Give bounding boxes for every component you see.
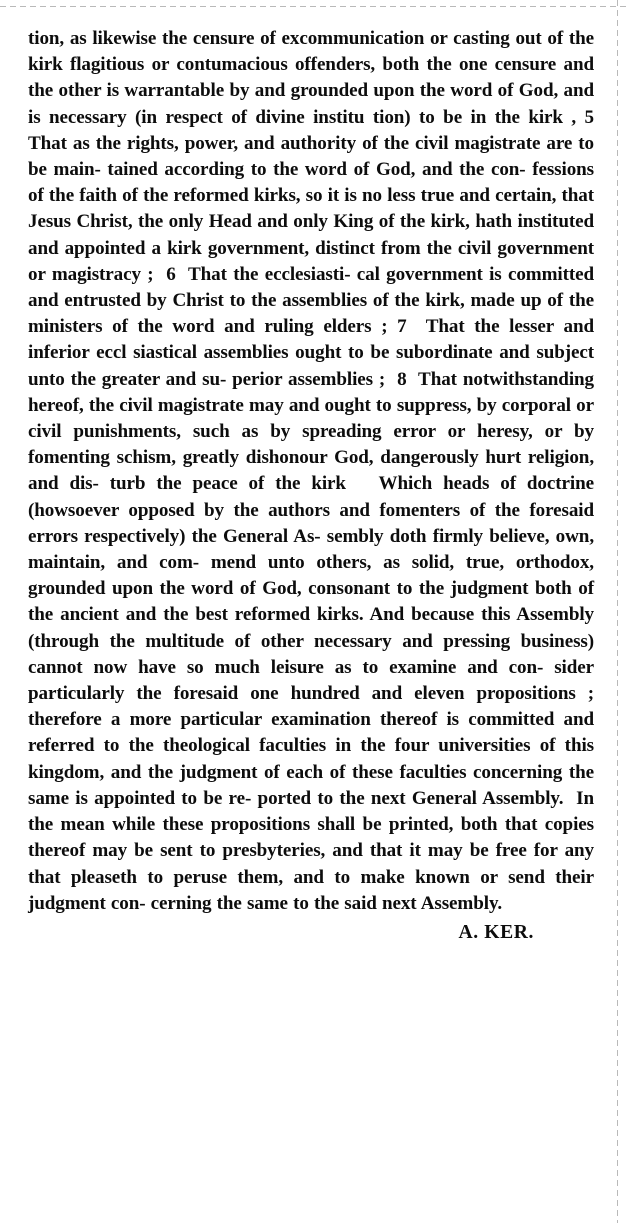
text-column xyxy=(28,26,605,947)
body-paragraph: tion, as likewise the censure of excommunication or casting out of the kirk flagitious or contumacious offenders, both the one censure and the other is warrantable by and grounded upon the word of God, and is necessary (in respect of divine institu tion) to be in the kirk , 5 That as the rights, power, and authority of the civil magistrate are to be main- tained according to the word of God, and the con- fessions of the faith of the reformed kirks, so it is no less true and certain, that Jesus Christ, the only Head and only King of the kirk, hath instituted and appointed a kirk government, distinct from the civil government or magistracy ; 6 That the ecclesiasti- cal government is committed and entrusted by Christ to the assemblies of the kirk, made up of the ministers of the word and ruling elders ; 7 That the lesser and inferior eccl siastical assemblies ought to be subordinate and subject unto the greater and su- perior assemblies ; 8 That notwithstanding hereof, the civil magistrate may and ought to suppress, by corporal or civil punishments, such as by spreading error or heresy, or by fomenting schism, greatly dishonour God, dangerously hurt religion, and dis- turb the peace of the kirk Which heads of doctrine (howsoever opposed by the authors and fomenters of the foresaid errors respectively) the General As- sembly doth firmly believe, own, maintain, and com- mend unto others, as solid, true, orthodox, grounded upon the word of God, consonant to the judgment both of the ancient and the best reformed kirks. And because this Assembly (through the multitude of other necessary and pressing business) cannot now have so much leisure as to examine and con- sider particularly the foresaid one hundred and eleven propositions ; therefore a more particular examination thereof is committed and referred to the theological faculties in the four universities of this kingdom, and the judgment of each of these faculties concerning the same is appointed to be re- ported to the next General Assembly. In the mean while these propositions shall be printed, both that copies thereof may be sent to presbyteries, and that it may be free for any that pleaseth to peruse them, and to make known or send their judgment con- cerning the same to the said next Assembly. xyxy=(28,28,605,914)
signature-line: A. KER. xyxy=(458,921,534,943)
